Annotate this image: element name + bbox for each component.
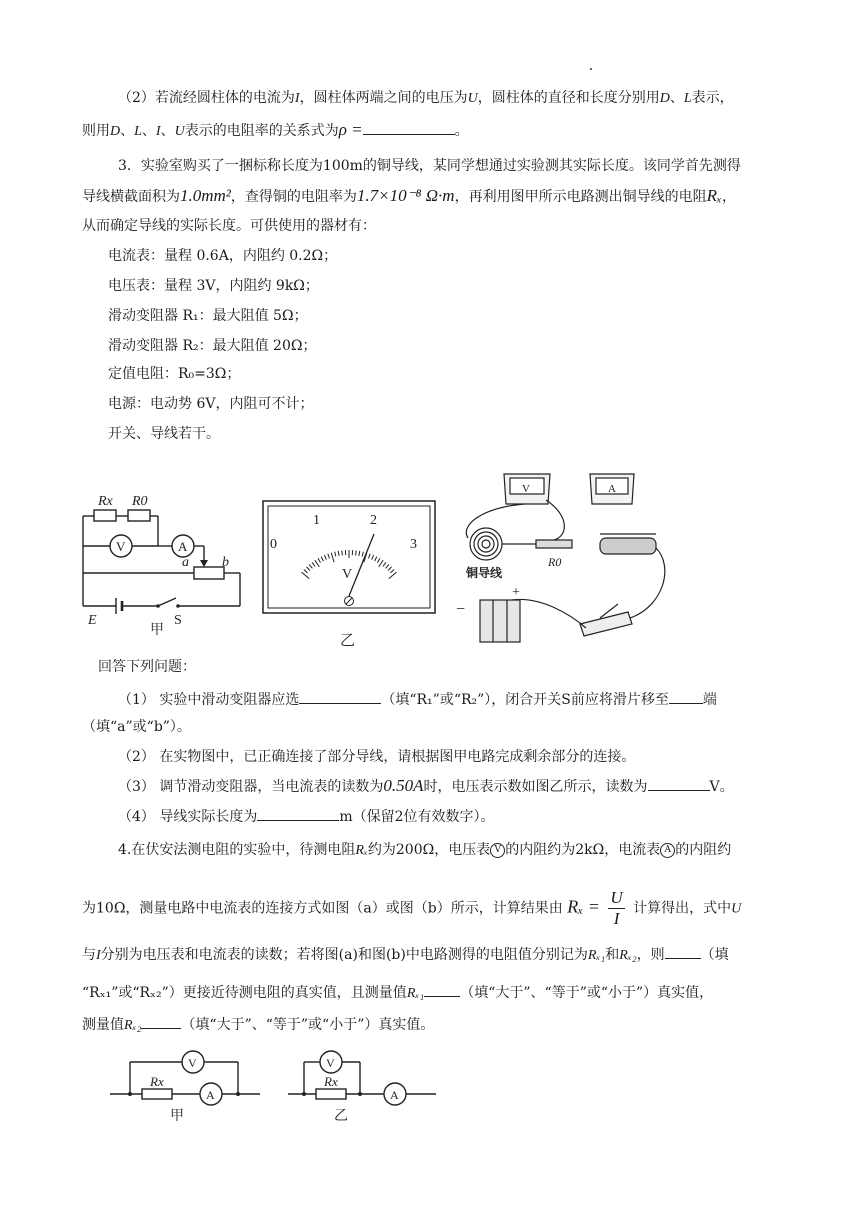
q4-line5: 测量值Rₓ₂ （填“大于”、“等于”或“小于”）真实值。 [82, 1014, 434, 1036]
dial-tick-mark [302, 572, 310, 579]
formula-fraction: $\frac{U}{I}$ [610, 888, 623, 928]
sub-question-3: （3） 调节滑动变阻器，当电流表的读数为0.50A时，电压表示数如图乙所示，读数为 V。 [118, 776, 734, 795]
battery [480, 600, 520, 642]
dial-tick-mark [372, 555, 374, 560]
dial-tick-mark [356, 550, 357, 555]
dial-tick-mark [321, 557, 323, 562]
dial-needle [349, 534, 374, 596]
apparatus-diagram [450, 456, 682, 652]
dial-tick-mark [324, 555, 326, 560]
dial-tick-mark [318, 558, 321, 562]
sub-question-2: （2） 在实物图中，已正确连接了部分导线，请根据图甲电路完成剩余部分的连接。 [118, 749, 636, 765]
blank-rheostat-choice [299, 689, 381, 704]
circuit-fig-b [288, 1044, 436, 1132]
label-rx: Rx [98, 494, 113, 509]
q2-answer-blank [363, 120, 455, 135]
dial-tick-mark [315, 560, 319, 567]
q3-line3: 从而确定导线的实际长度。可供使用的器材有： [82, 218, 376, 234]
dial-tick-mark [309, 565, 312, 569]
r0-resistor [536, 540, 572, 548]
copper-wire-label: 铜导线 [466, 566, 503, 580]
label-a: a [182, 555, 189, 570]
dial-tick-mark [304, 570, 308, 573]
dial-tick-0: 0 [270, 537, 277, 552]
fig-a-a: A [206, 1088, 215, 1102]
fig-b-caption: 乙 [334, 1109, 348, 1124]
resistor-rx [94, 510, 116, 521]
caption-jia: 甲 [150, 623, 164, 638]
q4-line3: 与I分别为电压表和电流表的读数；若将图(a)和图(b)中电路测得的电阻值分别记为Rₓ₁和Rₓ₂，则 （填 [82, 944, 729, 966]
dial-tick-mark [362, 552, 363, 557]
apparatus-r0-label: R0 [548, 555, 562, 569]
equipment-item: 电源：电动势 6V，内阻可不计； [108, 396, 314, 412]
equipment-item: 滑动变阻器 R₂：最大阻值 20Ω； [108, 338, 317, 354]
q3-line1: 3．实验室购买了一捆标称长度为100m的铜导线，某同学想通过实验测其实际长度。该同学首先测得 [118, 158, 741, 174]
equipment-item: 开关、导线若干。 [108, 426, 220, 442]
blank-closer-value [665, 944, 701, 959]
circuit-fig-a [110, 1044, 260, 1132]
battery-minus: − [456, 601, 466, 618]
q4-line2: 为10Ω，测量电路中电流表的连接方式如图（a）或图（b）所示，计算结果由 Rₓ = $\frac{U}{I}$ 计算得出，式中U [82, 888, 742, 928]
q2-line1: （2）若流经圆柱体的电流为I，圆柱体两端之间的电压为U，圆柱体的直径和长度分别用D、L表示， [118, 90, 734, 106]
voltmeter-dial-yi [262, 500, 436, 649]
fig-a-v: V [188, 1056, 197, 1070]
label-s: S [174, 613, 182, 628]
apparatus-v-label: V [522, 483, 530, 495]
dial-tick-mark [331, 553, 334, 563]
page-dot [590, 68, 592, 70]
dial-tick-mark [369, 554, 371, 559]
sub-question-1-cont: （填“a”或“b”）。 [82, 719, 191, 735]
fig-b-a: A [390, 1088, 399, 1102]
dial-tick-mark [375, 557, 377, 562]
q3-line2: 导线横截面积为1.0mm²，查得铜的电阻率为1.7×10⁻⁸ Ω·m，再利用图甲所示电路测出铜导线的电阻Rₓ， [82, 186, 736, 205]
fig-b-rx: Rx [324, 1074, 338, 1089]
rheostat [600, 538, 656, 554]
copper-coil [470, 528, 502, 560]
dial-tick-1: 1 [313, 513, 320, 528]
dial-tick-mark [383, 562, 386, 566]
dial-tick-mark [307, 567, 310, 571]
dial-tick-mark [338, 551, 339, 556]
blank-rx1-compare [424, 982, 460, 997]
fig-a-rx: Rx [150, 1074, 164, 1089]
blank-rx2-compare [141, 1014, 181, 1029]
q4-line4: “Rₓ₁”或“Rₓ₂”）更接近待测电阻的真实值，且测量值Rₓ₁ （填“大于”、“等于”或“小于”）真实值， [82, 982, 713, 1004]
dial-tick-mark [389, 572, 397, 579]
dial-tick-mark [388, 567, 391, 571]
circuit-diagram-jia [78, 486, 248, 638]
caption-yi: 乙 [340, 633, 356, 649]
equipment-item: 电压表：量程 3V，内阻约 9kΩ； [108, 278, 319, 294]
equipment-item: 定值电阻：R₀=3Ω； [108, 366, 241, 382]
dial-tick-mark [342, 550, 343, 555]
dial-tick-mark [359, 551, 360, 556]
sub-question-4: （4） 导线实际长度为 m（保留2位有效数字）。 [118, 806, 495, 827]
voltmeter-symbol: V [490, 843, 505, 858]
blank-length [257, 806, 339, 821]
q2-line2: 则用D、L、I、U表示的电阻率的关系式为ρ = 。 [82, 120, 469, 139]
dial-tick-mark [312, 562, 315, 566]
dial-tick-mark [335, 552, 336, 557]
fig-a-caption: 甲 [170, 1109, 184, 1124]
dial-tick-mark [328, 554, 330, 559]
ammeter-symbol: A [660, 843, 675, 858]
dial-tick-2: 2 [370, 513, 377, 528]
answer-prompt: 回答下列问题： [98, 659, 196, 675]
dial-tick-3: 3 [410, 537, 417, 552]
dial-tick-mark [386, 565, 389, 569]
dial-tick-mark [379, 560, 383, 567]
equipment-item: 滑动变阻器 R₁：最大阻值 5Ω； [108, 308, 308, 324]
dial-tick-mark [378, 558, 381, 562]
ammeter-label: A [178, 539, 188, 554]
apparatus-a-label: A [608, 483, 616, 495]
blank-slider-end [669, 689, 703, 704]
label-b: b [222, 555, 229, 570]
voltmeter-label: V [116, 539, 126, 554]
blank-voltage [648, 776, 710, 791]
battery-plus: + [512, 585, 520, 600]
dial-unit: V [342, 567, 353, 582]
knife-switch [580, 612, 632, 636]
equipment-item: 电流表：量程 0.6A，内阻约 0.2Ω； [108, 248, 338, 264]
sub-question-1: （1） 实验中滑动变阻器应选 （填“R₁”或“R₂”），闭合开关S前应将滑片移至 端 [118, 689, 717, 710]
q4-line1: 4.在伏安法测电阻的实验中，待测电阻Rₓ约为200Ω，电压表 V 的内阻约为2kΩ，电流表 A 的内阻约 [118, 842, 732, 858]
resistor-r0 [128, 510, 150, 521]
fig-b-v: V [326, 1056, 335, 1070]
label-e: E [88, 613, 97, 628]
dial-tick-mark [391, 570, 395, 573]
label-r0: R0 [132, 494, 148, 509]
